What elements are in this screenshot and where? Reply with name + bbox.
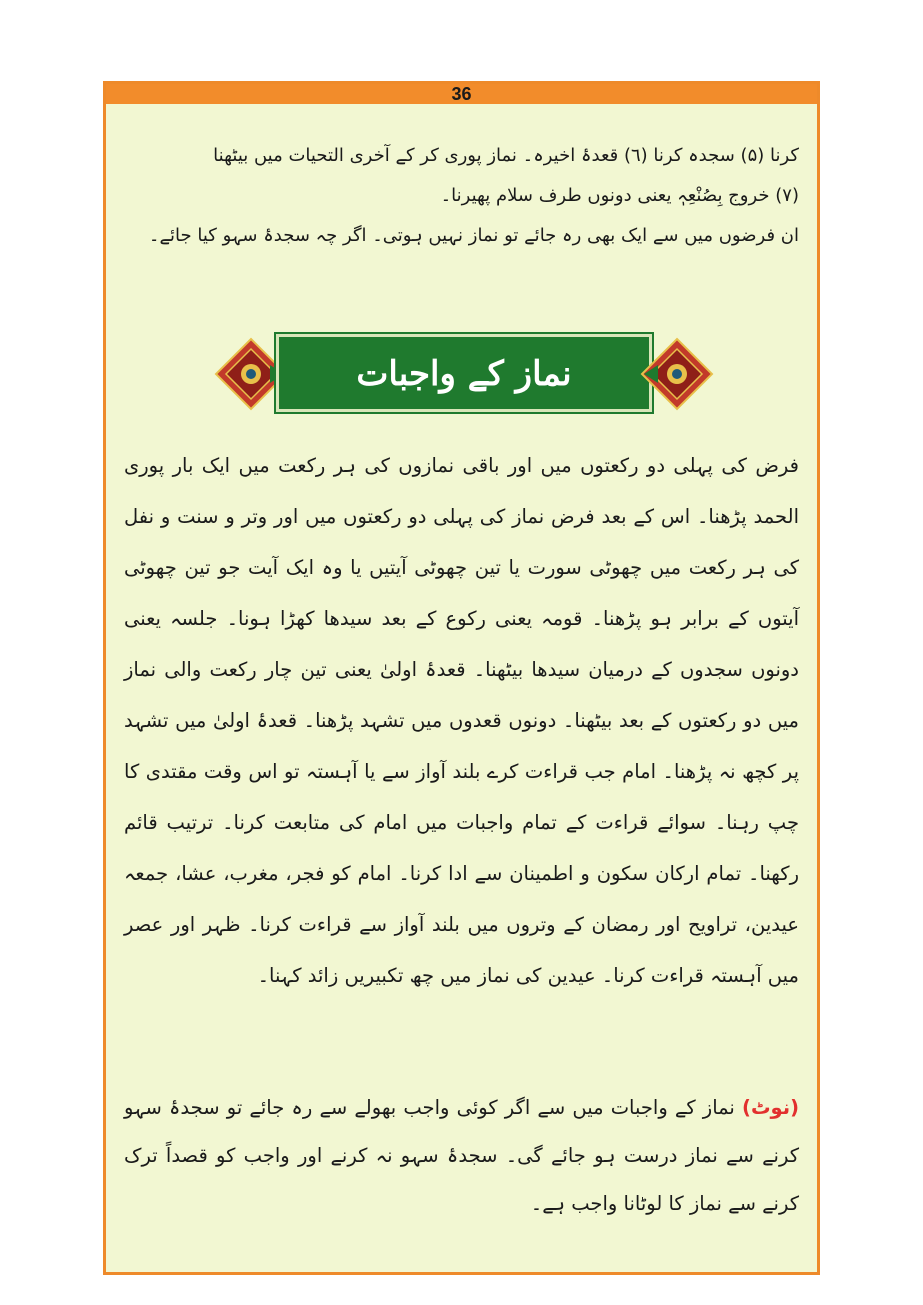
- section-banner: [214, 329, 714, 419]
- intro-line-2: (۷) خروج بِصُنْعِہٖ یعنی دونوں طرف سلام پھیرنا۔: [440, 185, 799, 206]
- note-text: نماز کے واجبات میں سے اگر کوئی واجب بھولے سے رہ جائے تو سجدۂ سہو کرنے سے نماز درست ہو جائے گی۔ سجدۂ سہو نہ کرنے اور واجب کو قصداً ترک کرنے سے نماز کا لوٹانا واجب ہے۔: [124, 1096, 799, 1215]
- book-page: [103, 81, 820, 1275]
- note-label: (نوٹ): [742, 1096, 799, 1119]
- page-number: 36: [451, 84, 472, 104]
- section-title-box: [276, 334, 652, 412]
- right-ornament-icon: [640, 337, 714, 411]
- intro-line-1: کرنا (۵) سجدہ کرنا (٦) قعدۂ اخیرہ۔ نماز پوری کر کے آخری التحیات میں بیٹھنا: [213, 145, 799, 166]
- wajibat-text-block: [124, 440, 799, 1001]
- section-title: نماز کے واجبات: [356, 353, 572, 394]
- wajibat-paragraph: فرض کی پہلی دو رکعتوں میں اور باقی نمازوں کی ہر رکعت میں ایک بار پوری الحمد پڑھنا۔ اس کے بعد فرض نماز کی پہلی دو رکعتوں میں اور وتر و سنت و نفل کی ہر رکعت میں چھوٹی سورت یا تین چھوٹی آیتیں یا وہ ایک آیت جو تین چھوٹی آیتوں کے برابر ہو پڑھنا۔ قومہ یعنی رکوع کے بعد سیدھا کھڑا ہونا۔ جلسہ یعنی دونوں سجدوں کے درمیان سیدھا بیٹھنا۔ قعدۂ اولیٰ یعنی تین چار رکعت والی نماز میں دو رکعتوں کے بعد بیٹھنا۔ دونوں قعدوں میں تشہد پڑھنا۔ قعدۂ اولیٰ میں تشہد پر کچھ نہ پڑھنا۔ امام جب قراءت کرے بلند آواز سے یا آہستہ تو اس وقت مقتدی کا چپ رہنا۔ سوائے قراءت کے تمام واجبات میں امام کی متابعت کرنا۔ ترتیب قائم رکھنا۔ تمام ارکان سکون و اطمینان سے ادا کرنا۔ امام کو فجر، مغرب، عشا، جمعہ عیدین، تراویح اور رمضان کے وتروں میں بلند آواز سے قراءت کرنا۔ ظہر اور عصر میں آہستہ قراءت کرنا۔ عیدین کی نماز میں چھ تکبیریں زائد کہنا۔: [124, 454, 799, 987]
- intro-line-3: ان فرضوں میں سے ایک بھی رہ جائے تو نماز نہیں ہوتی۔ اگر چہ سجدۂ سہو کیا جائے۔: [148, 225, 799, 246]
- intro-block: [124, 136, 799, 256]
- note-paragraph: [124, 1084, 799, 1228]
- note-block: [124, 1084, 799, 1228]
